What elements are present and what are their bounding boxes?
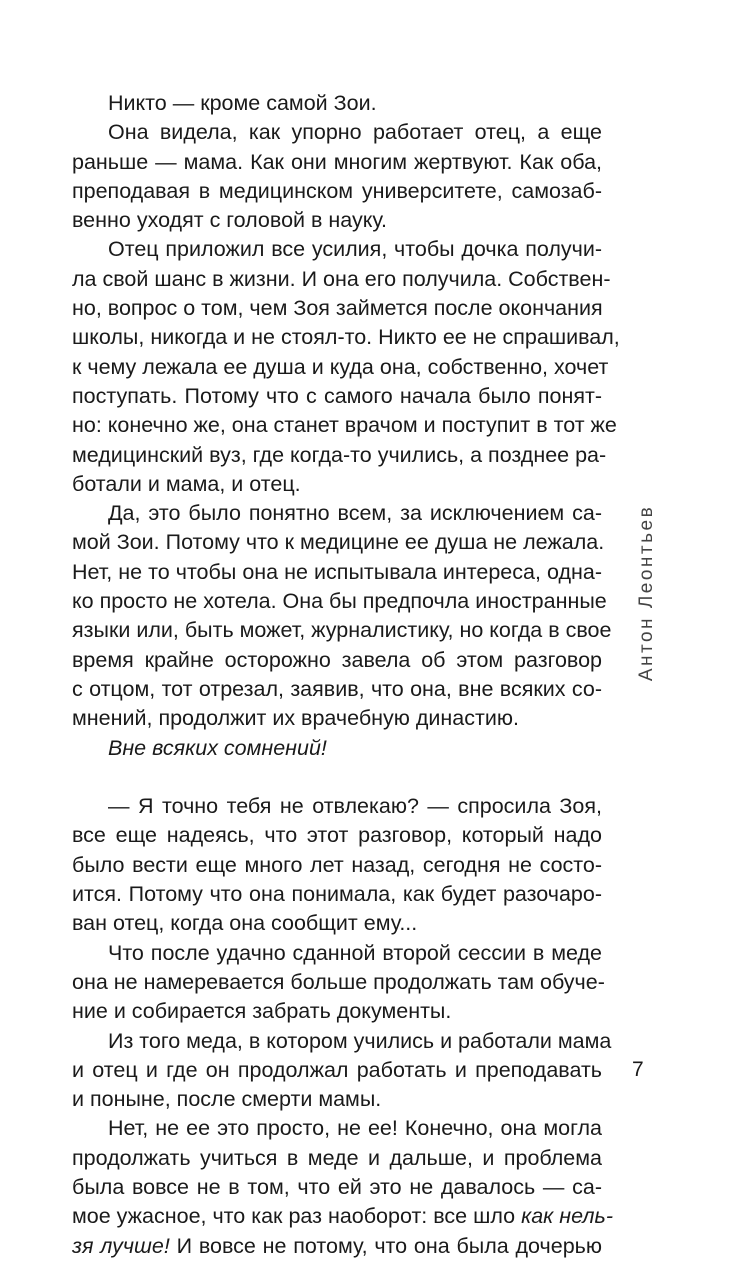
text-line: все еще надеясь, что этот разговор, который надо bbox=[72, 823, 602, 848]
text-line: школы, никогда и не стоял-то. Никто ее не спрашивал, bbox=[72, 325, 620, 350]
text-line: к чему лежала ее душа и куда она, собственно, хочет bbox=[72, 354, 609, 379]
text-line: Она видела, как упорно работает отец, а еще bbox=[108, 120, 602, 145]
italic-segment: зя лучше! bbox=[72, 1233, 170, 1258]
text-line: ла свой шанс в жизни. И она его получила. Собствен- bbox=[72, 266, 611, 291]
text-line: Никто — кроме самой Зои. bbox=[108, 91, 377, 115]
text-line: но, вопрос о том, чем Зоя займется после окончания bbox=[72, 296, 603, 321]
text-line: Из того меда, в котором учились и работали мама bbox=[108, 1028, 612, 1053]
text-line: время крайне осторожно завела об этом разговор bbox=[72, 647, 602, 672]
text-line: она не намеревается больше продолжать там обуче- bbox=[72, 969, 605, 994]
text-line: Нет, не то чтобы она не испытывала интереса, одна- bbox=[72, 559, 602, 584]
text-line: — Я точно тебя не отвлекаю? — спросила Зоя, bbox=[108, 794, 602, 819]
author-name: Антон Леонтьев bbox=[636, 504, 657, 681]
text-line: венно уходят с головой в науку. bbox=[72, 208, 387, 233]
text-line: но: конечно же, она станет врачом и поступит в тот же bbox=[72, 413, 617, 438]
text-line: Отец приложил все усилия, чтобы дочка получи- bbox=[108, 237, 602, 262]
text-line: было вести еще много лет назад, сегодня не состо- bbox=[72, 852, 602, 877]
text-line: ботали и мама, и отец. bbox=[72, 471, 301, 496]
text-line: поступать. Потому что с самого начала было понят- bbox=[72, 383, 602, 408]
text-line bbox=[72, 1202, 613, 1231]
page-number: 7 bbox=[632, 1058, 644, 1081]
text-line: Что после удачно сданной второй сессии в меде bbox=[108, 940, 602, 965]
text-line bbox=[72, 1232, 602, 1261]
body-text bbox=[72, 89, 620, 1261]
text-line: медицинский вуз, где когда-то учились, а позднее ра- bbox=[72, 442, 607, 467]
italic-segment: как нель- bbox=[521, 1204, 613, 1229]
text-line: преподавая в медицинском университете, самозаб- bbox=[72, 178, 602, 203]
text-line: раньше — мама. Как они многим жертвуют. Как оба, bbox=[72, 149, 602, 174]
text-line: ние и собирается забрать документы. bbox=[72, 999, 452, 1024]
text-line: Нет, не ее это просто, не ее! Конечно, она могла bbox=[108, 1116, 602, 1141]
text-line: и отец и где он продолжал работать и преподавать bbox=[72, 1057, 602, 1082]
text-segment: И вовсе не потому, что она была дочерью bbox=[169, 1233, 602, 1258]
text-line: ван отец, когда она сообщит ему... bbox=[72, 911, 418, 936]
text-line: была вовсе не в том, что ей это не давалось — са- bbox=[72, 1174, 602, 1199]
text-line: продолжать учиться в меде и дальше, и проблема bbox=[72, 1145, 602, 1170]
running-header-author bbox=[637, 485, 657, 700]
paragraph-gap bbox=[72, 763, 602, 792]
text-line: ится. Потому что она понимала, как будет разочаро- bbox=[72, 882, 602, 907]
text-line: языки или, быть может, журналистику, но когда в свое bbox=[72, 618, 612, 643]
text-line: мнений, продолжит их врачебную династию. bbox=[72, 706, 519, 731]
text-line: и поныне, после смерти мамы. bbox=[72, 1087, 382, 1112]
text-line: Вне всяких сомнений! bbox=[108, 735, 327, 760]
text-line: ко просто не хотела. Она бы предпочла иностранные bbox=[72, 589, 607, 614]
text-line: Да, это было понятно всем, за исключением са- bbox=[108, 501, 602, 526]
text-line: с отцом, тот отрезал, заявив, что она, вне всяких со- bbox=[72, 676, 602, 701]
text-segment: мое ужасное, что как раз наоборот: все шло bbox=[72, 1204, 522, 1229]
text-line: мой Зои. Потому что к медицине ее душа не лежала. bbox=[72, 530, 605, 555]
